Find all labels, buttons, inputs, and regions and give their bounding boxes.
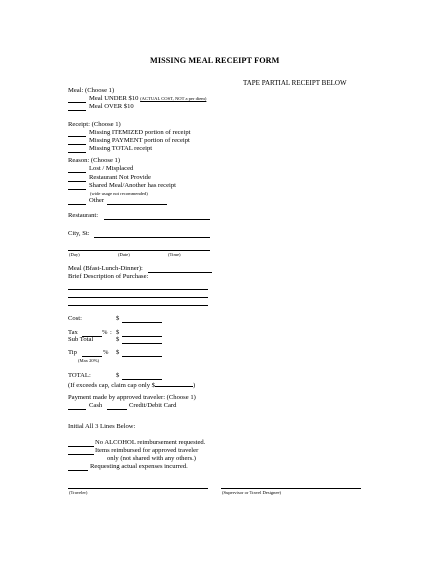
meal-type-field[interactable] (148, 272, 212, 273)
initial-alcohol-text: No ALCOHOL reimbursement requested. (95, 439, 206, 446)
reason-shared-option: Shared Meal/Another has receipt (89, 182, 176, 189)
cost-label: Cost: (68, 315, 82, 322)
tax-percent-sign: % (102, 329, 108, 336)
tip-percent-field[interactable] (82, 356, 102, 357)
meal-under-option: Meal UNDER $10 (ACTUAL COST, NOT a per diem) (89, 95, 207, 102)
traveler-signature-line[interactable] (68, 488, 208, 489)
tape-receipt-note: TAPE PARTIAL RECEIPT BELOW (243, 79, 347, 87)
meal-section-label: Meal: (Choose 1) (68, 87, 115, 94)
receipt-payment-option: Missing PAYMENT portion of receipt (89, 137, 190, 144)
initial-alcohol-line[interactable] (68, 446, 94, 447)
subtotal-label: Sub Total (68, 336, 94, 343)
payment-card-checkbox-line[interactable] (107, 409, 127, 410)
reason-lost-option: Lost / Misplaced (89, 165, 134, 172)
total-dollar: $ (116, 372, 120, 379)
initials-label: Initial All 3 Lines Below: (68, 423, 136, 430)
reason-other-option: Other (89, 197, 105, 204)
payment-cash-checkbox-line[interactable] (68, 409, 86, 410)
receipt-payment-checkbox-line[interactable] (68, 144, 86, 145)
payment-card-option: Credit/Debit Card (129, 402, 177, 409)
cap-field[interactable] (155, 381, 193, 387)
tip-percent-sign: % (103, 349, 109, 356)
cap-note: (If exceeds cap, claim cap only $ ) (68, 382, 196, 389)
description-line-2[interactable] (68, 297, 208, 298)
subtotal-dollar: $ (116, 336, 120, 343)
reason-other-field[interactable] (107, 204, 167, 205)
day-date-time-field[interactable] (68, 250, 210, 251)
supervisor-signature-line[interactable] (221, 488, 361, 489)
meal-type-label: Meal (Bfast-Lunch-Dinner): (68, 265, 143, 272)
date-label: (Date) (118, 252, 130, 257)
payment-label: Payment made by approved traveler: (Choose 1) (68, 394, 196, 401)
receipt-total-option: Missing TOTAL receipt (89, 145, 153, 152)
meal-under-checkbox-line[interactable] (68, 102, 86, 103)
subtotal-field[interactable] (122, 343, 162, 344)
tax-label: Tax (68, 329, 78, 336)
receipt-itemized-option: Missing ITEMIZED portion of receipt (89, 129, 191, 136)
meal-over-checkbox-line[interactable] (68, 110, 86, 111)
city-state-field[interactable] (94, 237, 210, 238)
reason-shared-checkbox-line[interactable] (68, 189, 86, 190)
reason-restaurant-checkbox-line[interactable] (68, 181, 86, 182)
city-state-label: City, St: (68, 230, 90, 237)
reason-restaurant-option: Restaurant Not Provide (89, 174, 151, 181)
receipt-itemized-checkbox-line[interactable] (68, 136, 86, 137)
total-field[interactable] (122, 379, 162, 380)
description-label: Brief Description of Purchase: (68, 273, 149, 280)
reason-lost-checkbox-line[interactable] (68, 172, 86, 173)
meal-under-note: (ACTUAL COST, NOT a per diem) (140, 96, 207, 101)
supervisor-label: (Supervisor or Travel Designee) (222, 490, 282, 495)
initial-approved-text: Items reimbursed for approved traveler (95, 447, 199, 454)
page-title: MISSING MEAL RECEIPT FORM (150, 56, 280, 65)
restaurant-label: Restaurant: (68, 212, 99, 219)
description-line-1[interactable] (68, 289, 208, 290)
receipt-total-checkbox-line[interactable] (68, 152, 86, 153)
tax-colon: : (110, 329, 112, 336)
tip-field[interactable] (122, 356, 162, 357)
tip-max-note: (Max 20%) (78, 358, 100, 363)
traveler-label: (Traveler) (69, 490, 88, 495)
tax-dollar: $ (116, 329, 120, 336)
initial-approved-line[interactable] (68, 454, 94, 455)
time-label: (Time) (168, 252, 181, 257)
total-label: TOTAL: (68, 372, 91, 379)
day-label: (Day) (69, 252, 80, 257)
reason-section-label: Reason: (Choose 1) (68, 157, 121, 164)
payment-cash-option: Cash (89, 402, 103, 409)
tip-dollar: $ (116, 349, 120, 356)
tax-field[interactable] (122, 336, 162, 337)
cost-dollar: $ (116, 315, 120, 322)
cost-field[interactable] (122, 322, 162, 323)
meal-over-option: Meal OVER $10 (89, 103, 134, 110)
initial-approved-text-2: only (not shared with any others.) (107, 455, 196, 462)
reason-other-checkbox-line[interactable] (68, 204, 86, 205)
restaurant-field[interactable] (104, 219, 210, 220)
receipt-section-label: Receipt: (Choose 1) (68, 121, 121, 128)
initial-actual-line[interactable] (68, 470, 88, 471)
initial-actual-text: Requesting actual expenses incurred. (90, 463, 188, 470)
reason-shared-note: (wide usage not recommended) (90, 191, 148, 196)
description-line-3[interactable] (68, 305, 208, 306)
tip-label: Tip (68, 349, 77, 356)
